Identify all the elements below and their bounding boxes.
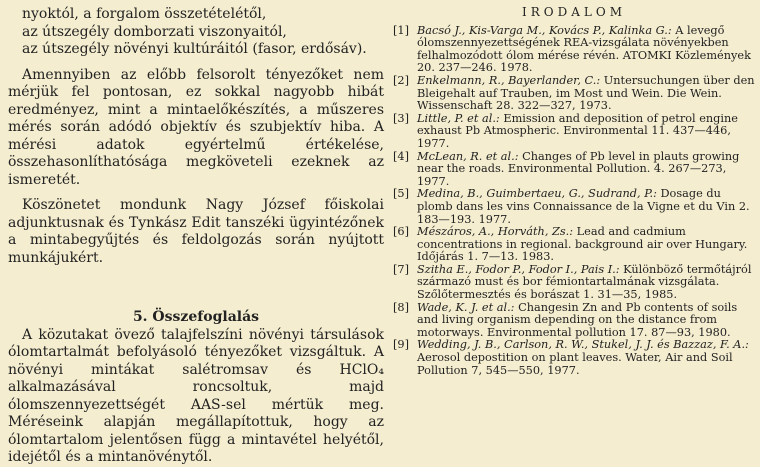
reference-body (417, 339, 755, 377)
section-title: 5. Összefoglalás (132, 309, 260, 325)
reference-body (417, 226, 755, 264)
reference-authors: Mészáros, A., Horváth, Zs.: (417, 225, 574, 239)
intro-line: nyoktól, a forgalom összetételétől, (22, 6, 267, 22)
intro-list (22, 6, 384, 59)
reference-body (417, 264, 755, 302)
references-heading: IRODALOM (522, 5, 626, 19)
reference-authors: Bacsó J., Kis-Varga M., Kovács P., Kalinka G.: (417, 23, 672, 37)
reference-item (393, 25, 755, 75)
reference-text: A levegő ólomszennyezettségének REA-vizsgálata növényekben felhalmozódott ólom mérése révén. ATOMKI Közlemények 20. 237—246. 1978. (417, 23, 751, 75)
reference-body (417, 25, 755, 75)
reference-authors: Szitha E., Fodor P., Fodor I., Pais I.: (417, 262, 620, 276)
reference-number: [2] (393, 73, 410, 87)
reference-item (393, 302, 755, 340)
reference-item (393, 264, 755, 302)
intro-line: az útszegély növényi kultúráitól (fasor, erdősáv). (22, 41, 367, 57)
reference-number: [7] (393, 262, 410, 276)
reference-text: Untersuchungen über den Bleigehalt auf Trauben, im Most und Wein. Die Wein. Wissenschaft 28. 322—327, 1973. (417, 73, 755, 113)
reference-text: Changes of Pb level in plauts growing near the roads. Environmental Pollution. 4. 267—273, 1977. (417, 149, 740, 188)
reference-number: [9] (393, 338, 410, 352)
reference-authors: Enkelmann, R., Bayerlander, C.: (417, 73, 601, 87)
reference-item (393, 226, 755, 264)
reference-number: [1] (393, 23, 410, 37)
paragraph-summary: A közutakat övező talajfelszíni növényi társulások ólomtartalmát befolyásoló tényezőket vizsgáltuk. A növényi mintákat salétromsav és HClO₄ alkalmazásával roncsoltuk, majd ólomszennyezettségét AAS-sel mértük meg. Méréseink alapján megállapítottuk, hogy az ólomtartalom jelentősen függ a mintavétel helyétől, idejétől és a mintanövénytől. (8, 326, 384, 465)
reference-number: [3] (393, 111, 410, 125)
intro-line: az útszegély domborzati viszonyaitól, (22, 23, 287, 40)
reference-number: [8] (393, 300, 410, 314)
paragraph-errors: Amennyiben az előbb felsorolt tényezőket nem mérjük fel pontosan, ez sokkal nagyobb hibát eredményez, mint a mintaelőkészítés, a műszeres mérés során adódó objektív és szubjektív hiba. A mérési adatok egyértelmű értékelése, összehasonlíthatósága megköveteli ezeknek az ismeretét. (8, 66, 384, 188)
reference-authors: McLean, R. et al.: (417, 149, 519, 163)
reference-body (417, 151, 755, 189)
reference-authors: Wedding, J. B., Carlson, R. W., Stukel, J. J. és Bazzaz, F. A.: (417, 338, 749, 352)
reference-text: Emission and deposition of petrol engine exhaust Pb Atmospheric. Environmental 11. 437—446, 1977. (417, 111, 738, 150)
reference-number: [5] (393, 187, 410, 201)
reference-authors: Medina, B., Guimbertaeu, G., Sudrand, P.: (417, 187, 657, 201)
reference-body (417, 188, 755, 226)
reference-text: Dosage du plomb dans les vins Connaissance de la Vigne et du Vin 2. 183—193. 1977. (417, 187, 750, 226)
reference-authors: Little, P. et al.: (417, 111, 500, 125)
left-column (8, 6, 384, 467)
references-column (393, 6, 755, 377)
reference-number: [6] (393, 225, 410, 239)
reference-body (417, 113, 755, 151)
reference-body (417, 302, 755, 340)
reference-text: Aerosol depostition on plant leaves. Water, Air and Soil Pollution 7, 545—550, 1977. (417, 351, 733, 377)
reference-authors: Wade, K. J. et al.: (417, 300, 515, 314)
reference-item (393, 188, 755, 226)
reference-text: Különböző termőtájról származó must és bor fémiontartalmának vizsgálata. Szőlőtermesztés és borászat 1. 31—35, 1985. (417, 262, 752, 302)
reference-item (393, 339, 755, 377)
reference-item (393, 151, 755, 189)
paragraph-acknowledgement: Köszönetet mondunk Nagy József főiskolai adjunktusnak és Tynkász Edit tanszéki ügyintézőnek a mintabegyűjtés és feldolgozás során nyújtott munkájukért. (8, 197, 384, 266)
reference-item (393, 113, 755, 151)
reference-number: [4] (393, 149, 410, 163)
reference-body (417, 75, 755, 113)
reference-text: Changesin Zn and Pb contents of soils and living organism depending on the distance from motorways. Environmental pollution 17. 87—93, 1980. (417, 300, 738, 339)
reference-text: Lead and cadmium concentrations in regional. background air over Hungary. Időjárás 1. 7—13. 1983. (417, 225, 748, 264)
reference-item (393, 75, 755, 113)
